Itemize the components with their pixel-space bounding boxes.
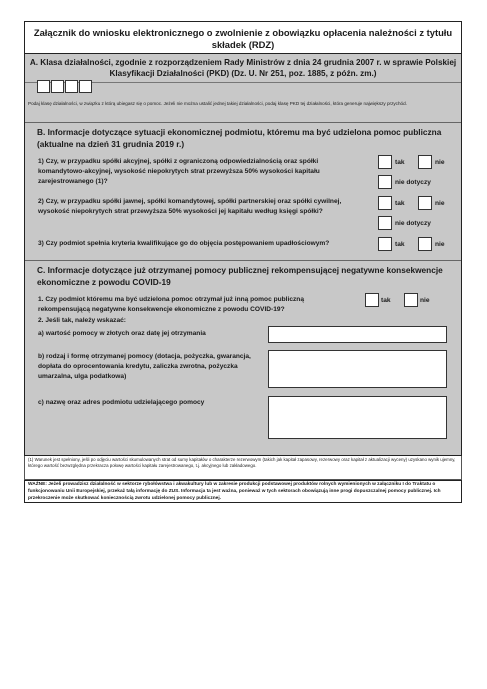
aid-type-form-field[interactable]	[268, 350, 447, 388]
pkd-digit-1[interactable]	[37, 80, 50, 93]
b1-na-checkbox[interactable]	[378, 175, 392, 189]
b2-na-checkbox[interactable]	[378, 216, 392, 230]
b2-no-label: nie	[435, 200, 445, 207]
form-panel	[25, 54, 461, 455]
form-title: Załącznik do wniosku elektronicznego o zwolnienie z obowiązku opłacenia należności z tytułu składek (RDZ)	[24, 21, 462, 54]
pkd-digit-4[interactable]	[79, 80, 92, 93]
section-c-item-c-label: c) nazwę oraz adres podmiotu udzielającego pomocy	[38, 399, 205, 406]
b3-yes-label: tak	[395, 241, 405, 248]
section-a-note: Podaj klasę działalności, w związku z którą ubiegasz się o pomoc. Jeżeli nie można ustalić jednej takiej działalności, podaj klasę PKD tej działalności, która generuje największy przychód.	[28, 101, 407, 106]
aid-provider-field[interactable]	[268, 396, 447, 439]
section-c-question-1: 1. Czy podmiot któremu ma być udzielona pomoc otrzymał już inną pomoc publiczną rekompensującą negatywne konsekwencje ekonomiczne z powodu COVID-19?	[38, 296, 304, 313]
section-a-heading: A. Klasa działalności, zgodnie z rozporządzeniem Rady Ministrów z dnia 24 grudnia 2007 r. w sprawie Polskiej Klasyfikacji Działalności (PKD) (Dz. U. Nr 251, poz. 1885, z późn. zm.)	[25, 54, 461, 83]
b1-yes-checkbox[interactable]	[378, 155, 392, 169]
section-b-question-3: 3) Czy podmiot spełnia kryteria kwalifikujące go do objęcia postępowaniem upadłościowym?	[38, 240, 330, 247]
section-b-question-1: 1) Czy, w przypadku spółki akcyjnej, spółki z ograniczoną odpowiedzialnością oraz spółki komandytowo-akcyjnej, wysokość niepokrytych strat przewyższa 50% wysokości kapitału zarejestrowanego (1)?	[38, 158, 320, 185]
section-c-item-b-label: b) rodzaj i formę otrzymanej pomocy (dotacja, pożyczka, gwarancja, dopłata do oprocentowania kredytu, zaliczka zwrotna, pożyczka umarzalna, ulga podatkowa)	[38, 353, 251, 380]
c1-yes-label: tak	[381, 297, 391, 304]
b1-yes-label: tak	[395, 159, 405, 166]
b3-no-label: nie	[435, 241, 445, 248]
section-c-heading: C. Informacje dotyczące już otrzymanej pomocy publicznej rekompensującej negatywne konsekwencje ekonomiczne z powodu COVID-19	[25, 260, 461, 290]
c1-no-checkbox[interactable]	[404, 293, 418, 307]
c1-no-label: nie	[420, 297, 430, 304]
b1-no-label: nie	[435, 159, 445, 166]
aid-value-date-field[interactable]	[268, 326, 447, 343]
section-b-question-2: 2) Czy, w przypadku spółki jawnej, spółki komandytowej, spółki partnerskiej oraz spółki cywilnej, wysokość niepokrytych strat przewyższa 50% wysokości jej kapitału według księgi spółki?	[38, 198, 342, 215]
b2-yes-checkbox[interactable]	[378, 196, 392, 210]
b2-na-label: nie dotyczy	[395, 220, 431, 227]
b3-no-checkbox[interactable]	[418, 237, 432, 251]
b2-yes-label: tak	[395, 200, 405, 207]
section-c-item-a-label: a) wartość pomocy w złotych oraz datę jej otrzymania	[38, 330, 206, 337]
section-b-heading: B. Informacje dotyczące sytuacji ekonomicznej podmiotu, któremu ma być udzielona pomoc publiczna (aktualne na dzień 31 grudnia 2019 r.)	[25, 122, 461, 152]
pkd-digit-2[interactable]	[51, 80, 64, 93]
b3-yes-checkbox[interactable]	[378, 237, 392, 251]
b2-no-checkbox[interactable]	[418, 196, 432, 210]
warning-note: WAŻNE: Jeżeli prowadzisz działalność w sektorze rybołówstwa i akwakultury lub w zakresie produkcji podstawowej produktów rolnych wymienionych w załączniku I do Traktatu o funkcjonowaniu Unii Europejskiej, przekaż tałą informację do ZUS. Informacja ta jest ważna, ponieważ w tych sektorach obowiązują inne progi dopuszczalnej pomocy publicznej. Ich przekroczenie może skutkować koniecznością zwrotu udzielonej pomocy publicznej.	[24, 480, 462, 503]
c1-yes-checkbox[interactable]	[365, 293, 379, 307]
b1-na-label: nie dotyczy	[395, 179, 431, 186]
b1-no-checkbox[interactable]	[418, 155, 432, 169]
footnote: (1) Warunek jest spełniony, jeśli po odjęciu wartości skumulowanych strat od sumy kapitałów o charakterze rezerwowym (takich jak kapitał zapasowy, rezerwowy oraz kapitał z aktualizacji wyceny) uzyskano wynik ujemny, którego wartość bezwzględna przekracza połowę wartości kapitału zarejestrowanego, t.j. akcyjnego lub zakładowego.	[24, 456, 462, 480]
section-c-question-2: 2. Jeśli tak, należy wskazać:	[38, 317, 126, 324]
pkd-digit-3[interactable]	[65, 80, 78, 93]
